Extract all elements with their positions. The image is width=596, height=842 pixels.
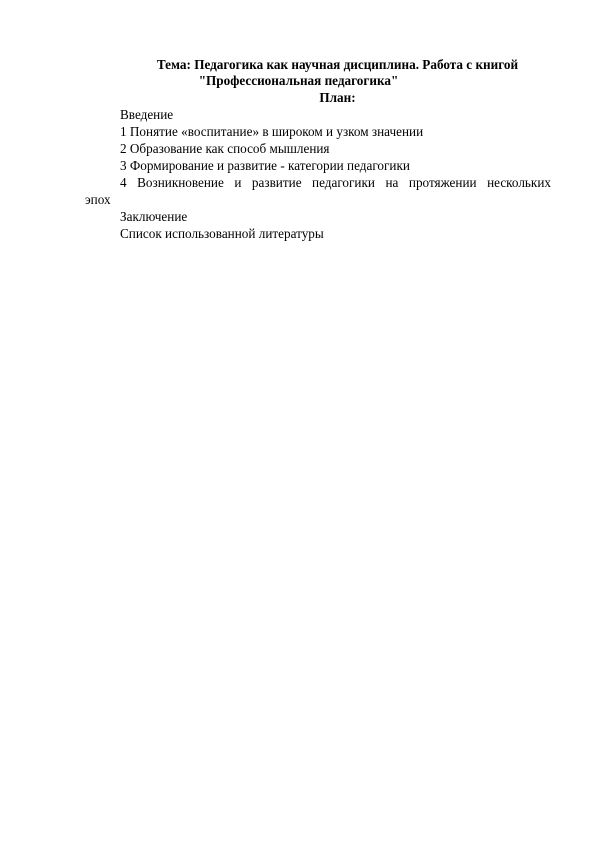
plan-heading: План: xyxy=(319,90,356,105)
plan-item-4-line-1: 4 Возникновение и развитие педагогики на протяжении нескольких xyxy=(120,175,551,190)
plan-list xyxy=(85,106,551,242)
plan-item-conclusion: Заключение xyxy=(120,209,188,224)
plan-item-2: 2 Образование как способ мышления xyxy=(120,141,330,156)
plan-item-4 xyxy=(85,174,551,208)
plan-item-4-line-2: эпох xyxy=(85,192,111,207)
plan-item-references: Список использованной литературы xyxy=(120,226,324,241)
title-line-1: Тема: Педагогика как научная дисциплина. Работа с книгой xyxy=(156,57,519,72)
document-title xyxy=(85,57,590,89)
plan-item-3: 3 Формирование и развитие - категории педагогики xyxy=(120,158,410,173)
plan-item-intro: Введение xyxy=(120,107,174,122)
title-line-2: "Профессиональная педагогика" xyxy=(198,73,399,88)
plan-item-1: 1 Понятие «воспитание» в широком и узком значении xyxy=(120,124,424,139)
